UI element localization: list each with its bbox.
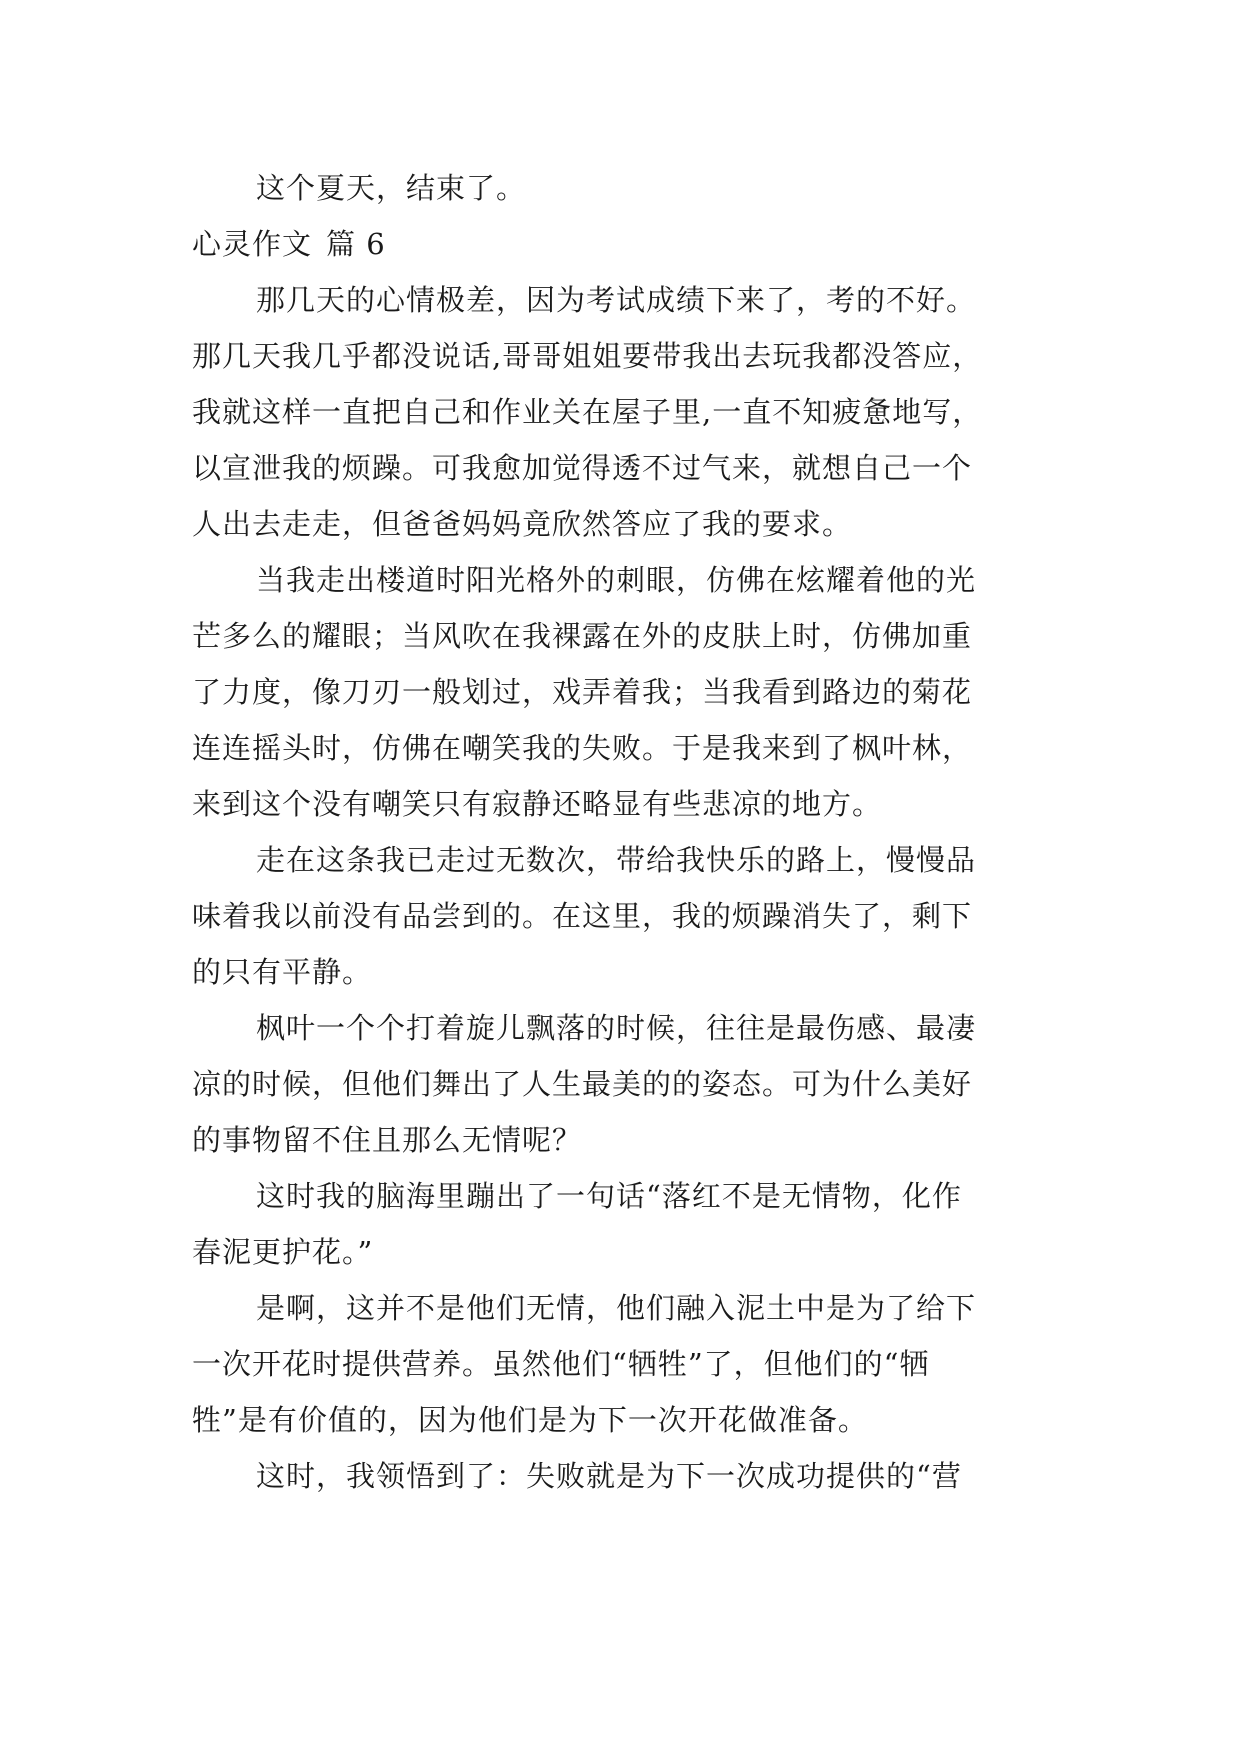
- paragraph-line: 当我走出楼道时阳光格外的刺眼，仿佛在炫耀着他的光: [256, 563, 977, 597]
- paragraph-line: 是啊，这并不是他们无情，他们融入泥土中是为了给下: [256, 1291, 977, 1325]
- paragraph-line: 了力度，像刀刃一般划过，戏弄着我；当我看到路边的菊花: [192, 675, 973, 709]
- paragraph-line: 芒多么的耀眼；当风吹在我裸露在外的皮肤上时，仿佛加重: [192, 619, 973, 653]
- paragraph: [192, 1448, 1072, 1504]
- article-body: [192, 160, 1072, 1504]
- paragraph: [192, 272, 1072, 552]
- paragraph-line: 来到这个没有嘲笑只有寂静还略显有些悲凉的地方。: [192, 787, 883, 821]
- paragraph-line: 这时我的脑海里蹦出了一句话“落红不是无情物，化作: [256, 1179, 962, 1213]
- paragraph-line: 我就这样一直把自己和作业关在屋子里,一直不知疲惫地写，: [192, 395, 983, 429]
- paragraph-line: 这时，我领悟到了：失败就是为下一次成功提供的“营: [256, 1459, 962, 1493]
- paragraph-line: 的只有平静。: [192, 955, 373, 989]
- section-heading: [192, 216, 1072, 272]
- paragraph-line: 人出去走走，但爸爸妈妈竟欣然答应了我的要求。: [192, 507, 853, 541]
- paragraph-line: 一次开花时提供营养。虽然他们“牺牲”了，但他们的“牺: [192, 1347, 930, 1381]
- paragraph-line: 枫叶一个个打着旋儿飘落的时候，往往是最伤感、最凄: [256, 1011, 977, 1045]
- paragraph-line: 的事物留不住且那么无情呢？: [192, 1123, 583, 1157]
- paragraph-line: 那几天我几乎都没说话,哥哥姐姐要带我出去玩我都没答应，: [192, 339, 983, 373]
- paragraph-line: 春泥更护花。”: [192, 1235, 374, 1269]
- paragraph: [192, 832, 1072, 1000]
- paragraph-line: 味着我以前没有品尝到的。在这里，我的烦躁消失了，剩下: [192, 899, 973, 933]
- paragraph-line: 以宣泄我的烦躁。可我愈加觉得透不过气来，就想自己一个: [192, 451, 973, 485]
- section-title: 心灵作文: [192, 227, 313, 261]
- paragraph-line: 连连摇头时，仿佛在嘲笑我的失败。于是我来到了枫叶林，: [192, 731, 973, 765]
- paragraph: [192, 1168, 1072, 1280]
- paragraph-line: 牲”是有价值的，因为他们是为下一次开花做准备。: [192, 1403, 868, 1437]
- paragraph-line: 走在这条我已走过无数次，带给我快乐的路上，慢慢品: [256, 843, 977, 877]
- section-number: 篇 6: [326, 227, 386, 261]
- paragraph: [192, 1000, 1072, 1168]
- paragraph-line: 那几天的心情极差，因为考试成绩下来了，考的不好。: [256, 283, 977, 317]
- paragraph-line: 凉的时候，但他们舞出了人生最美的的姿态。可为什么美好: [192, 1067, 973, 1101]
- previous-section-closing-line: 这个夏天，结束了。: [256, 171, 527, 205]
- paragraph: [192, 552, 1072, 832]
- paragraph: [192, 1280, 1072, 1448]
